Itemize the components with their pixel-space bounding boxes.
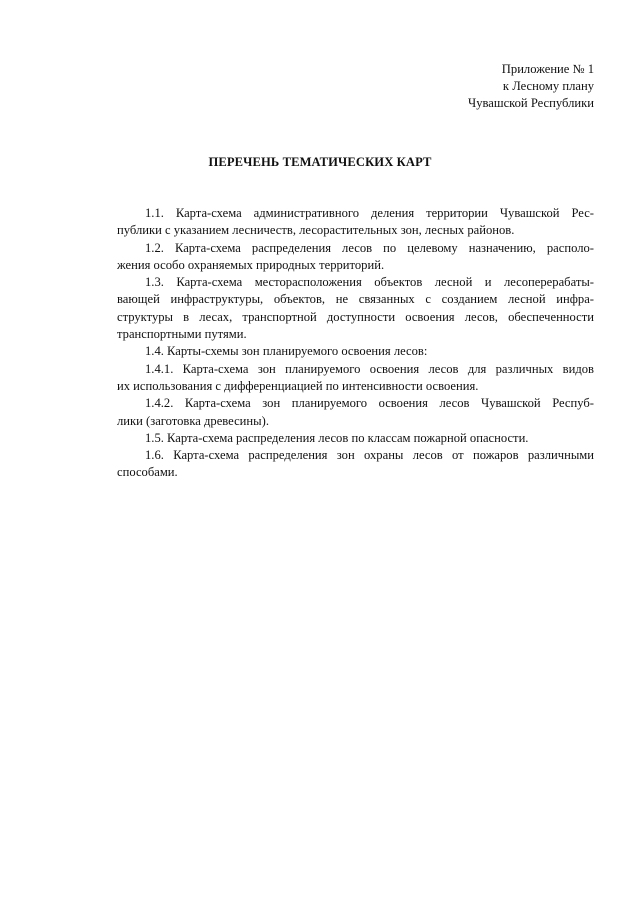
appendix-reference [468, 61, 594, 112]
list-item-line: их использования с дифференциацией по интенсивности освоения. [117, 378, 479, 393]
list-item-line: способами. [117, 465, 178, 480]
list-item-line: структуры в лесах, транспортной доступности освоения лесов, обеспеченности [117, 309, 594, 324]
list-item-line: транспортными путями. [117, 327, 247, 342]
list-item-line: 1.3. Карта-схема месторасположения объектов лесной и лесоперерабаты- [145, 275, 594, 290]
list-item-line: 1.2. Карта-схема распределения лесов по целевому назначению, располо- [145, 240, 594, 255]
appendix-line-3: Чувашской Республики [468, 96, 594, 110]
list-item [117, 447, 594, 482]
appendix-line-2: к Лесному плану [502, 79, 594, 93]
list-item-line: 1.6. Карта-схема распределения зон охраны лесов от пожаров различными [145, 448, 594, 463]
list-item [117, 274, 594, 343]
list-item-line: публики с указанием лесничеств, лесорастительных зон, лесных районов. [117, 223, 515, 238]
list-item-line: 1.1. Карта-схема административного деления территории Чувашской Рес- [145, 206, 594, 220]
list-item-line: лики (заготовка древесины). [117, 413, 269, 428]
list-item-line: 1.4.1. Карта-схема зон планируемого освоения лесов для различных видов [145, 361, 594, 376]
list-item-line: 1.4. Карты-схемы зон планируемого освоения лесов: [145, 344, 428, 359]
list-item [117, 240, 594, 275]
list-item-line: 1.4.2. Карта-схема зон планируемого освоения лесов Чувашской Респуб- [145, 396, 594, 411]
list-item-line: вающей инфраструктуры, объектов, не связанных с созданием лесной инфра- [117, 292, 594, 307]
list-item [117, 205, 594, 240]
appendix-line-1: Приложение № 1 [501, 62, 594, 76]
list-item-line: 1.5. Карта-схема распределения лесов по классам пожарной опасности. [145, 430, 529, 445]
list-item [117, 361, 594, 396]
list-item [117, 395, 594, 430]
document-title: ПЕРЕЧЕНЬ ТЕМАТИЧЕСКИХ КАРТ [208, 155, 432, 169]
list-item-line: жения особо охраняемых природных территорий. [117, 257, 385, 272]
list-item [117, 430, 594, 447]
list-item [117, 343, 594, 360]
thematic-maps-list [117, 205, 594, 482]
